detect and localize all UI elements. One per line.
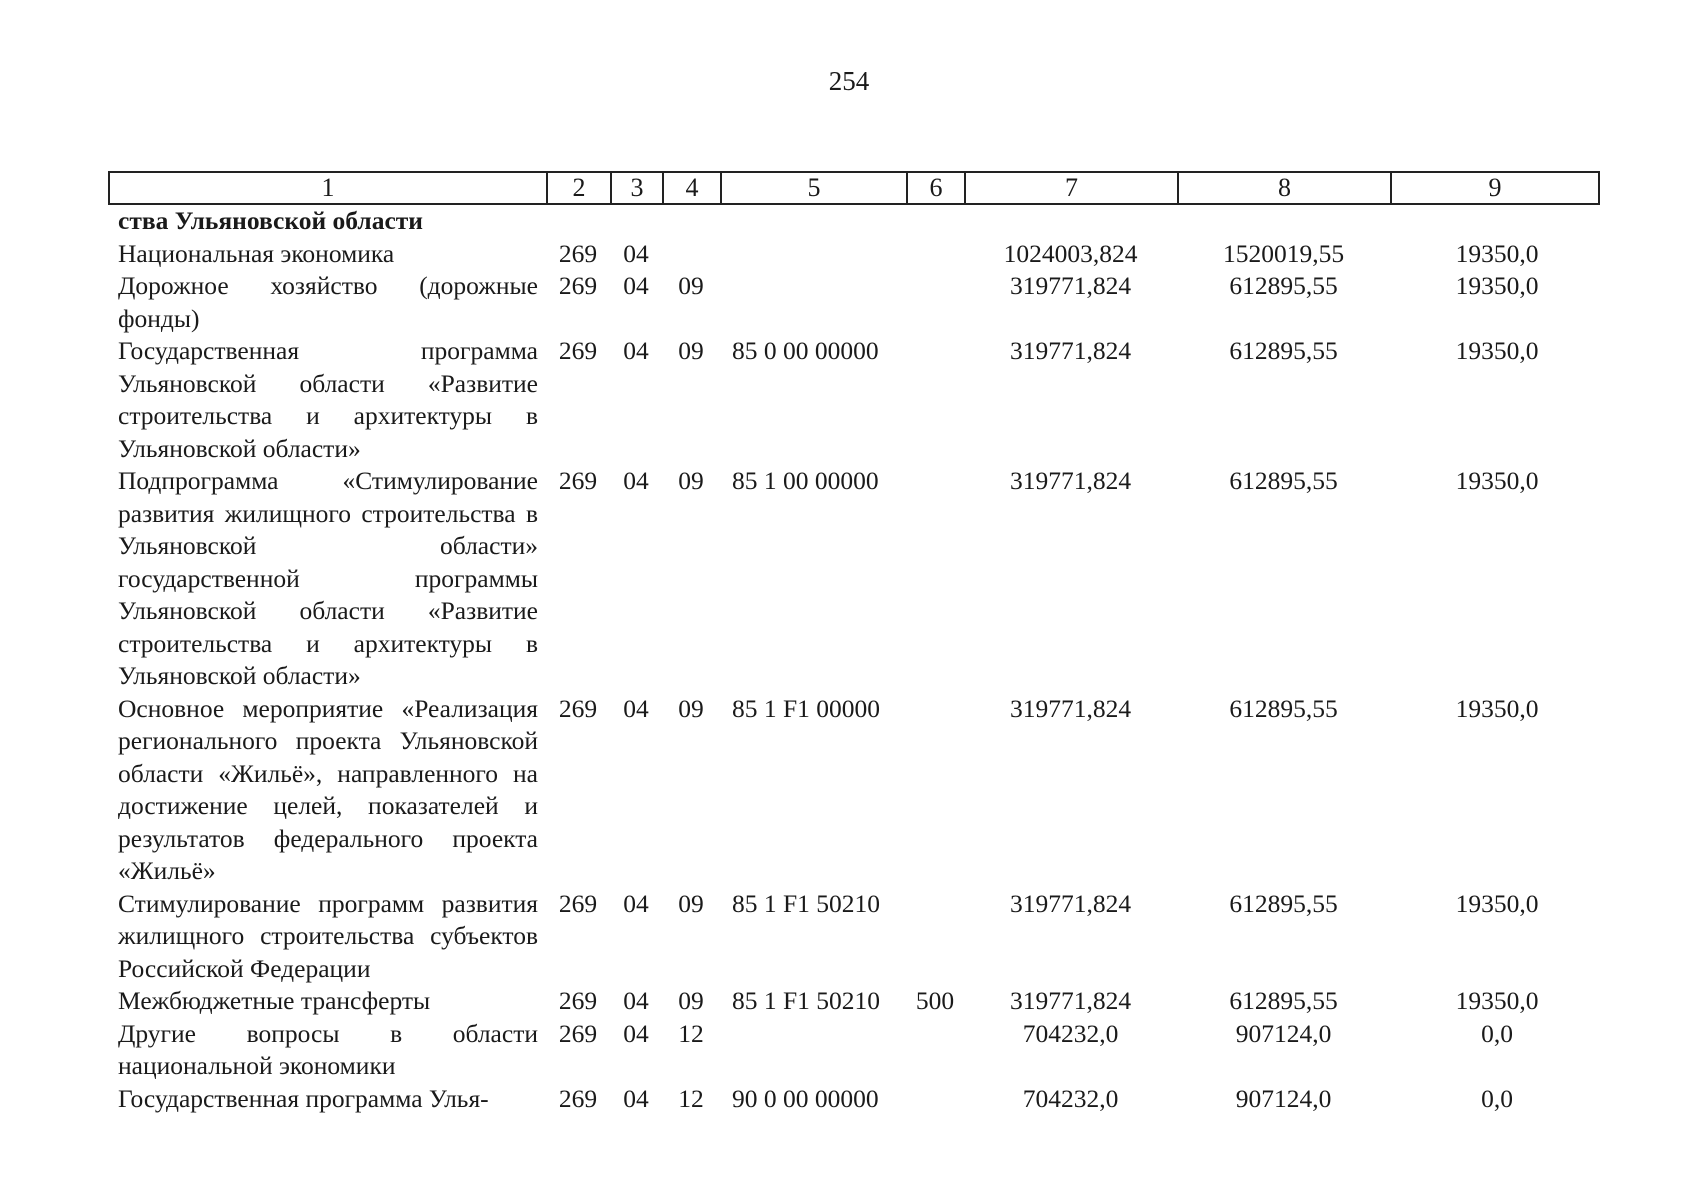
amount-col-8: 612895,55 [1229,693,1338,723]
amount-col-7: 319771,824 [1009,271,1132,300]
section-code: 269 [558,271,598,300]
amount-col-8: 612895,55 [1229,888,1338,918]
header-col-9: 9 [1391,172,1599,204]
target-article: 85 1 00 00000 [732,466,879,495]
amount-col-7: 704232,0 [1022,1018,1119,1048]
section-code: 269 [558,466,598,495]
subsection-code: 04 [623,986,649,1015]
row-name: Стимулирование программ развития жилищного строительства субъектов Российской Федерации [118,888,538,983]
subsection-detail: 12 [678,1083,704,1113]
header-col-8: 8 [1178,172,1391,204]
amount-col-7: 319771,824 [1009,466,1132,495]
amount-col-9: 19350,0 [1455,693,1539,723]
amount-col-9: 0,0 [1481,1018,1513,1048]
table-row [108,238,1598,271]
expense-type [906,465,964,693]
row-name: Государственная программа Улья- [118,1083,489,1113]
expense-type [906,888,964,986]
expense-type [906,1018,964,1083]
expense-type [906,693,964,888]
target-article: 85 1 F1 50210 [732,986,881,1015]
target-article: 85 1 F1 00000 [732,693,881,723]
subsection-code: 04 [623,238,649,268]
row-name: Межбюджетные трансферты [118,986,431,1015]
table-row [108,888,1598,986]
section-code: 269 [558,986,598,1015]
amount-col-8: 1520019,55 [1222,238,1345,268]
subsection-detail [662,205,720,238]
section-code: 269 [558,888,598,918]
column-number-header [108,171,1600,205]
table-body [108,205,1598,1115]
subsection-code: 04 [623,888,649,918]
amount-col-7: 704232,0 [1022,1083,1119,1113]
subsection-detail: 09 [678,271,704,300]
header-col-2: 2 [547,172,611,204]
row-name: Другие вопросы в области национальной экономики [118,1018,538,1080]
subsection-detail: 09 [678,336,704,365]
target-article [720,1018,906,1083]
table-row [108,1083,1598,1116]
subsection-detail: 09 [678,888,704,918]
header-col-3: 3 [611,172,663,204]
target-article: 90 0 00 00000 [732,1083,879,1113]
expense-type [906,1083,964,1116]
expense-type [906,205,964,238]
header-col-5: 5 [721,172,907,204]
budget-table [108,205,1598,1115]
subsection-detail: 09 [678,466,704,495]
expense-type [906,270,964,335]
amount-col-8: 907124,0 [1235,1083,1332,1113]
subsection-code: 04 [623,693,649,723]
header-col-6: 6 [907,172,965,204]
table-row [108,1018,1598,1083]
row-name: Подпрограмма «Стимулирование развития жилищного строительства в Ульяновской области» государственной программы Ульяновской области «Развитие строительства и архитектуры в Ульяновской области» [118,466,538,690]
page-number: 254 [828,66,870,96]
amount-col-7 [964,205,1177,238]
subsection-detail: 09 [678,693,704,723]
section-code: 269 [558,238,598,268]
subsection-code [610,205,662,238]
target-article [720,270,906,335]
subsection-code: 04 [623,336,649,365]
amount-col-8: 612895,55 [1229,466,1338,495]
amount-col-7: 319771,824 [1009,336,1132,365]
expense-type: 500 [915,986,955,1015]
expense-type [906,335,964,465]
table-row [108,335,1598,465]
amount-col-9 [1390,205,1598,238]
amount-col-8: 612895,55 [1229,986,1338,1015]
amount-col-9: 19350,0 [1455,336,1539,365]
section-code: 269 [558,336,598,365]
header-col-4: 4 [663,172,721,204]
table-row [108,465,1598,693]
amount-col-8: 612895,55 [1229,271,1338,300]
subsection-detail: 12 [678,1018,704,1048]
section-code: 269 [558,1018,598,1048]
subsection-code: 04 [623,466,649,495]
amount-col-9: 0,0 [1481,1083,1513,1113]
row-name: ства Ульяновской области [118,206,424,235]
target-article: 85 1 F1 50210 [732,888,881,918]
amount-col-9: 19350,0 [1455,888,1539,918]
subsection-detail [662,238,720,271]
subsection-code: 04 [623,1018,649,1048]
amount-col-7: 319771,824 [1009,888,1132,918]
target-article [720,238,906,271]
amount-col-8 [1177,205,1390,238]
amount-col-7: 319771,824 [1009,986,1132,1015]
row-name: Государственная программа Ульяновской области «Развитие строительства и архитектуры в Ульяновской области» [118,336,538,463]
subsection-code: 04 [623,271,649,300]
amount-col-9: 19350,0 [1455,271,1539,300]
expense-type [906,238,964,271]
section-code [546,205,610,238]
section-code: 269 [558,1083,598,1113]
subsection-code: 04 [623,1083,649,1113]
table-row [108,693,1598,888]
target-article: 85 0 00 00000 [732,336,879,365]
amount-col-7: 319771,824 [1009,693,1132,723]
table-row [108,205,1598,238]
row-name: Национальная экономика [118,238,395,268]
subsection-detail: 09 [678,986,704,1015]
amount-col-8: 907124,0 [1235,1018,1332,1048]
amount-col-8: 612895,55 [1229,336,1338,365]
target-article [720,205,906,238]
amount-col-9: 19350,0 [1455,466,1539,495]
header-col-7: 7 [965,172,1178,204]
row-name: Основное мероприятие «Реализация регионального проекта Ульяновской области «Жильё», направленного на достижение целей, показателей и результатов федерального проекта «Жильё» [118,693,538,885]
section-code: 269 [558,693,598,723]
row-name: Дорожное хозяйство (дорожные фонды) [118,271,538,333]
header-col-1: 1 [109,172,547,204]
amount-col-9: 19350,0 [1455,238,1539,268]
amount-col-7: 1024003,824 [1003,238,1138,268]
amount-col-9: 19350,0 [1455,986,1539,1015]
table-row [108,985,1598,1018]
table-row [108,270,1598,335]
